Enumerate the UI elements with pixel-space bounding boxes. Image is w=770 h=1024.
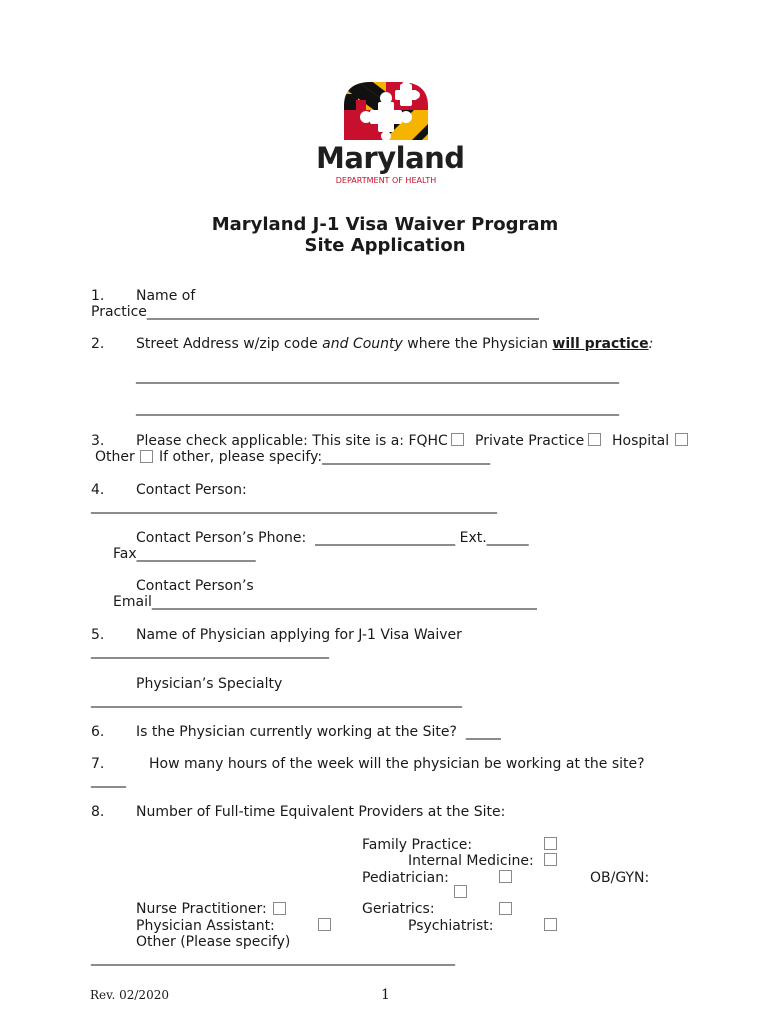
family-practice-checkbox[interactable]	[544, 837, 557, 850]
other-label: Other	[95, 449, 135, 465]
pediatrician-label: Pediatrician:	[362, 870, 449, 886]
hospital-checkbox[interactable]	[675, 433, 688, 446]
q4-label: Contact Person:	[136, 482, 247, 498]
q2-address-line-1[interactable]: _____________________________________________________________________	[136, 368, 619, 384]
q1-number: 1.	[91, 288, 105, 304]
revision-date: Rev. 02/2020	[90, 988, 169, 1002]
page-number: 1	[381, 987, 390, 1003]
physician-name-field[interactable]: __________________________________	[91, 643, 329, 659]
contact-email-field[interactable]: Email_______________________________________________________	[113, 594, 537, 610]
internal-medicine-checkbox[interactable]	[544, 853, 557, 866]
other-providers-field[interactable]: ____________________________________________________	[91, 950, 455, 966]
specialty-label: Physician’s Specialty	[136, 676, 283, 692]
q3-label: Please check applicable: This site is a: FQHC	[136, 433, 448, 449]
internal-medicine-label: Internal Medicine:	[408, 853, 534, 869]
private-practice-label: Private Practice	[475, 433, 585, 449]
q8-label: Number of Full-time Equivalent Providers at the Site:	[136, 804, 506, 820]
private-practice-checkbox[interactable]	[588, 433, 601, 446]
psychiatrist-label: Psychiatrist:	[408, 918, 494, 934]
q7-number: 7.	[91, 756, 105, 772]
q6-label[interactable]: Is the Physician currently working at the Site? _____	[136, 724, 501, 740]
nurse-practitioner-label: Nurse Practitioner:	[136, 901, 267, 917]
q2-address-line-2[interactable]: _____________________________________________________________________	[136, 400, 619, 416]
contact-phone-field[interactable]: Contact Person’s Phone: ____________________ Ext.______	[136, 530, 529, 546]
q6-number: 6.	[91, 724, 105, 740]
psychiatrist-checkbox[interactable]	[544, 918, 557, 931]
obgyn-checkbox[interactable]	[454, 885, 467, 898]
document-title: Maryland J-1 Visa Waiver Program	[211, 214, 559, 235]
physician-assistant-checkbox[interactable]	[318, 918, 331, 931]
q4-number: 4.	[91, 482, 105, 498]
other-checkbox[interactable]	[140, 450, 153, 463]
q8-number: 8.	[91, 804, 105, 820]
maryland-health-logo	[316, 80, 465, 190]
pediatrician-checkbox[interactable]	[499, 870, 512, 883]
q3-number: 3.	[91, 433, 105, 449]
nurse-practitioner-checkbox[interactable]	[273, 902, 286, 915]
other-specify-field[interactable]: If other, please specify:________________________	[159, 449, 491, 465]
fqhc-checkbox[interactable]	[451, 433, 464, 446]
q1-label: Name of	[136, 288, 196, 304]
q7-label: How many hours of the week will the physician be working at the site?	[149, 756, 645, 772]
family-practice-label: Family Practice:	[362, 837, 473, 853]
specialty-field[interactable]: _____________________________________________________	[91, 692, 462, 708]
physician-assistant-label: Physician Assistant:	[136, 918, 275, 934]
other-specify-label: Other (Please specify)	[136, 934, 291, 950]
q2-number: 2.	[91, 336, 105, 352]
geriatrics-label: Geriatrics:	[362, 901, 435, 917]
logo-subtitle: DEPARTMENT OF HEALTH	[335, 176, 437, 185]
hospital-label: Hospital	[612, 433, 670, 449]
q1-practice-field[interactable]: Practice________________________________________________________	[91, 304, 539, 320]
geriatrics-checkbox[interactable]	[499, 902, 512, 915]
logo-name: Maryland	[316, 141, 465, 175]
contact-person-field[interactable]: __________________________________________________________	[91, 498, 497, 514]
q5-label: Name of Physician applying for J-1 Visa Waiver	[136, 627, 462, 643]
document-subtitle: Site Application	[304, 235, 466, 256]
fax-field[interactable]: Fax_________________	[113, 546, 256, 562]
obgyn-label: OB/GYN:	[590, 870, 650, 886]
q5-number: 5.	[91, 627, 105, 643]
contact-email-label: Contact Person’s	[136, 578, 254, 594]
hours-field[interactable]: _____	[91, 772, 126, 788]
q2-label: Street Address w/zip code and County where the Physician will practice:	[136, 336, 654, 352]
